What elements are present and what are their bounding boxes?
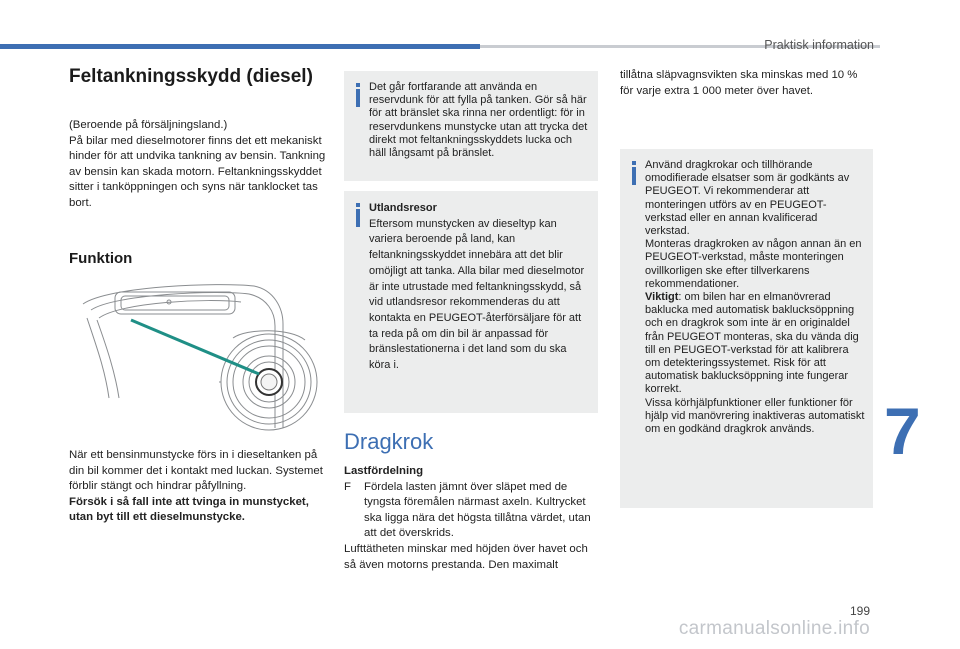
dragkrok-body	[344, 464, 600, 573]
important-label: Viktigt	[645, 291, 679, 304]
info-icon	[353, 203, 364, 229]
chapter-number: 7	[884, 394, 921, 468]
altitude-paragraph: Lufttätheten minskar med höjden över havet och så även motorns prestanda. Den maximalt	[344, 542, 588, 571]
page-title: Feltankningsskydd (diesel)	[69, 66, 313, 87]
function-text: När ett bensinmunstycke förs in i dieseltanken på din bil kommer det i kontakt med luckan. Systemet förblir stängt och hindrar påfyllning.	[69, 449, 323, 493]
info-box-text: Eftersom munstycken av dieseltyp kan variera beroende på land, kan feltankningsskyddet innebära att det blir omöjligt att tanka. Alla bilar med dieselmotor är inte utrustade med feltankningsskydd, så vid utlandsresor rekommenderas du att kontakta en PEUGEOT-återförsäljare för att ta reda på om din bil är anpassad för bränslestationerna i det land som du ska köra i.	[369, 217, 585, 372]
altitude-continuation	[620, 68, 872, 99]
watermark: carmanualsonline.info	[678, 618, 870, 639]
info-box-travel-abroad	[344, 191, 598, 413]
intro-note: (Beroende på försäljningsland.)	[69, 119, 228, 131]
info-box-reserve-can	[344, 71, 598, 181]
towbar-important-text	[645, 291, 865, 397]
bullet-marker: F	[344, 480, 351, 493]
intro-paragraph: På bilar med dieselmotorer finns det ett mekaniskt hinder för att undvika tankning av bensin. Tankning av bensin kan skada motorn. Feltankningsskyddet sitter i tanköppningen och syns när tanklocket tas bort.	[69, 134, 326, 209]
subheading-funktion: Funktion	[69, 250, 133, 267]
important-body: : om bilen har en elmanövrerad baklucka med automatisk baklucksöppning och en dragkrok som inte är en originaldel från PEUGEOT monteras, ska du vända dig till en PEUGEOT-verkstad för att kalibrera om detekteringssystemet. Risk för att automatisk baklucksöppning inte fungerar korrekt.	[645, 291, 859, 396]
info-box-text: Det går fortfarande att använda en reservdunk för att fylla på tanken. Gör så här för att bränslet ska rinna ner ordentligt: för in reservdunkens munstycke utan att trycka det direkt mot feltankningsskyddets lucka och häll långsamt på bränslet.	[369, 81, 588, 160]
page-number: 199	[849, 604, 870, 618]
list-item	[344, 480, 600, 542]
section-title-dragkrok: Dragkrok	[344, 429, 434, 454]
info-box-towbar	[620, 149, 873, 508]
fuel-filler-illustration	[69, 278, 334, 443]
towbar-assist-text: Vissa körhjälpfunktioner eller funktioner för hjälp vid manövrering inaktiveras automatiskt om en godkänd dragkrok används.	[645, 396, 865, 436]
towbar-approval-text: Använd dragkrokar och tillhörande omodifierade elsatser som är godkänts av PEUGEOT. Vi rekommenderar att monteringen utförs av en PEUGEOT-verkstad eller en annan kvalificerad verkstad.	[645, 159, 850, 238]
info-icon	[353, 83, 364, 109]
section-header-label: Praktisk information	[764, 38, 874, 52]
function-warning: Försök i så fall inte att tvinga in munstycket, utan byt till ett dieselmunstycke.	[69, 495, 309, 524]
subheading-lastfordelning: Lastfördelning	[344, 465, 424, 477]
function-paragraph	[69, 448, 331, 526]
towbar-installation-text: Monteras dragkroken av någon annan än en PEUGEOT-verkstad, måste monteringen ovillkorligen ske efter tillverkarens rekommendationer.	[645, 238, 862, 290]
bullet-text: Fördela lasten jämnt över släpet med de tyngsta föremålen närmast axeln. Kultrycket ska ligga nära det högsta tillåtna värdet, utan att det överskrids.	[364, 480, 591, 540]
info-icon	[629, 161, 640, 187]
intro-text	[69, 118, 331, 212]
header-accent-bar	[0, 44, 480, 49]
altitude-continuation-text: tillåtna släpvagnsvikten ska minskas med 10 % för varje extra 1 000 meter över havet.	[620, 69, 858, 97]
info-box-heading: Utlandsresor	[369, 202, 437, 214]
